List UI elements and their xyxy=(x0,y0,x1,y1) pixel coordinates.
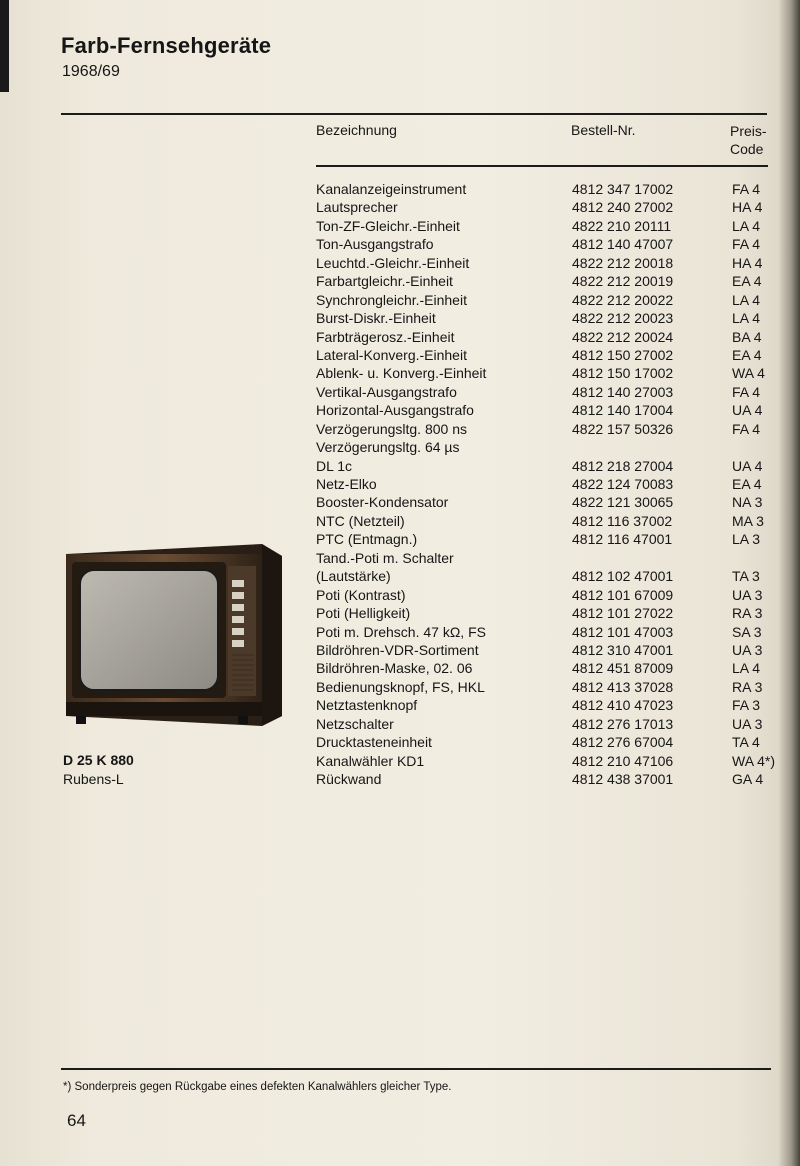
price-code: GA 4 xyxy=(732,771,764,787)
price-code: RA 3 xyxy=(732,605,763,622)
table-row xyxy=(316,364,796,382)
part-name: Leuchtd.-Gleichr.-Einheit xyxy=(316,254,470,271)
order-number: 4812 347 17002 xyxy=(572,181,674,197)
table-row xyxy=(316,217,796,235)
price-code: LA 4 xyxy=(732,217,761,234)
order-number: 4812 101 27022 xyxy=(572,605,674,622)
table-row xyxy=(316,752,796,770)
order-number: 4812 210 47106 xyxy=(572,752,674,769)
price-code: WA 4 xyxy=(732,365,765,382)
order-number: 4822 124 70083 xyxy=(572,476,674,492)
price-code: MA 3 xyxy=(732,512,764,529)
part-name: Ton-Ausgangstrafo xyxy=(316,236,434,253)
price-code: UA 4 xyxy=(732,402,763,419)
table-row xyxy=(316,457,796,475)
price-code: FA 4 xyxy=(732,236,761,253)
order-number: 4822 121 30065 xyxy=(572,494,674,511)
part-name: (Lautstärke) xyxy=(316,568,391,585)
table-row xyxy=(316,291,796,309)
part-name: PTC (Entmagn.) xyxy=(316,531,418,548)
part-name: Lateral-Konverg.-Einheit xyxy=(316,346,467,363)
order-number: 4812 140 17004 xyxy=(572,402,674,419)
order-number: 4822 210 20111 xyxy=(572,217,672,234)
table-row xyxy=(316,659,796,677)
table-row xyxy=(316,678,796,696)
column-header-price-code-line2: Code xyxy=(730,141,764,157)
part-name: NTC (Netzteil) xyxy=(316,512,405,529)
price-code: LA 4 xyxy=(732,291,761,308)
part-name: Verzögerungsltg. 64 µs xyxy=(316,439,460,456)
order-number: 4812 140 47007 xyxy=(572,236,674,253)
price-code: FA 4 xyxy=(732,383,761,400)
tv-set-icon xyxy=(62,540,284,730)
price-code: UA 4 xyxy=(732,457,763,474)
part-name: Ton-ZF-Gleichr.-Einheit xyxy=(316,217,460,234)
part-name: Drucktasteneinheit xyxy=(316,734,432,751)
price-code: EA 4 xyxy=(732,346,762,363)
table-row xyxy=(316,309,796,327)
table-row xyxy=(316,383,796,401)
order-number: 4812 413 37028 xyxy=(572,678,674,695)
order-number: 4822 212 20024 xyxy=(572,328,674,345)
table-row xyxy=(316,512,796,530)
part-name: Poti (Helligkeit) xyxy=(316,605,411,622)
table-row xyxy=(316,770,796,788)
table-row xyxy=(316,549,796,567)
order-number: 4822 212 20019 xyxy=(572,273,674,290)
table-row xyxy=(316,586,796,604)
price-code: WA 4*) xyxy=(732,752,776,769)
header-rule xyxy=(316,165,768,167)
table-row xyxy=(316,346,796,364)
part-name: Tand.-Poti m. Schalter xyxy=(316,549,454,566)
table-row xyxy=(316,530,796,548)
part-name: Vertikal-Ausgangstrafo xyxy=(316,383,457,400)
table-row xyxy=(316,254,796,272)
binding-edge xyxy=(0,0,9,92)
table-row xyxy=(316,623,796,641)
order-number: 4812 102 47001 xyxy=(572,568,674,585)
order-number: 4812 240 27002 xyxy=(572,199,674,216)
order-number: 4812 218 27004 xyxy=(572,457,674,474)
table-row xyxy=(316,604,796,622)
table-row xyxy=(316,401,796,419)
part-name: Booster-Kondensator xyxy=(316,494,449,511)
order-number: 4812 410 47023 xyxy=(572,697,674,714)
column-header-name: Bezeichnung xyxy=(316,122,397,138)
product-model: D 25 K 880 xyxy=(63,752,134,768)
price-code: HA 4 xyxy=(732,199,763,216)
page-edge-shadow xyxy=(778,0,800,1166)
price-code: HA 4 xyxy=(732,254,763,271)
order-number: 4812 451 87009 xyxy=(572,660,674,677)
table-row xyxy=(316,272,796,290)
part-name: Poti (Kontrast) xyxy=(316,586,406,603)
part-name: Poti m. Drehsch. 47 kΩ, FS xyxy=(316,623,486,640)
part-name: Rückwand xyxy=(316,771,382,787)
price-code: FA 3 xyxy=(732,697,761,714)
order-number: 4822 212 20018 xyxy=(572,254,674,271)
price-code: LA 4 xyxy=(732,660,761,677)
price-code: UA 3 xyxy=(732,715,763,732)
table-row xyxy=(316,493,796,511)
footer-rule xyxy=(61,1068,771,1070)
column-header-order-no: Bestell-Nr. xyxy=(571,122,636,138)
table-row xyxy=(316,438,796,456)
part-name: Netz-Elko xyxy=(316,476,377,492)
table-row xyxy=(316,235,796,253)
part-name: Burst-Diskr.-Einheit xyxy=(316,310,436,327)
price-code: TA 3 xyxy=(732,568,760,585)
part-name: Farbartgleichr.-Einheit xyxy=(316,273,453,290)
part-name: Netzschalter xyxy=(316,715,394,732)
price-code: SA 3 xyxy=(732,623,762,640)
price-code: NA 3 xyxy=(732,494,763,511)
column-header-price-code-line1: Preis- xyxy=(730,123,767,139)
price-code: UA 3 xyxy=(732,586,763,603)
order-number: 4812 438 37001 xyxy=(572,771,674,787)
table-row xyxy=(316,733,796,751)
price-code: UA 3 xyxy=(732,641,763,658)
order-number: 4812 276 17013 xyxy=(572,715,674,732)
part-name: DL 1c xyxy=(316,457,353,474)
part-name: Synchrongleichr.-Einheit xyxy=(316,291,467,308)
order-number: 4822 212 20022 xyxy=(572,291,674,308)
price-code: BA 4 xyxy=(732,328,762,345)
product-name: Rubens-L xyxy=(63,771,124,787)
table-row xyxy=(316,198,796,216)
order-number: 4812 116 37002 xyxy=(572,512,673,529)
price-code: FA 4 xyxy=(732,420,761,437)
price-code: TA 4 xyxy=(732,734,760,751)
table-row xyxy=(316,420,796,438)
part-name: Ablenk- u. Konverg.-Einheit xyxy=(316,365,487,382)
part-name: Farbträgerosz.-Einheit xyxy=(316,328,455,345)
price-code: FA 4 xyxy=(732,181,761,197)
page-title: Farb-Fernsehgeräte xyxy=(61,33,272,58)
price-code: RA 3 xyxy=(732,678,763,695)
table-row xyxy=(316,696,796,714)
page-number: 64 xyxy=(67,1111,86,1130)
order-number: 4812 310 47001 xyxy=(572,641,674,658)
order-number: 4822 157 50326 xyxy=(572,420,674,437)
top-rule xyxy=(61,113,767,115)
table-row xyxy=(316,180,796,198)
order-number: 4812 140 27003 xyxy=(572,383,674,400)
page-subtitle: 1968/69 xyxy=(62,63,120,80)
part-name: Lautsprecher xyxy=(316,199,398,216)
order-number: 4812 101 47003 xyxy=(572,623,674,640)
table-row xyxy=(316,328,796,346)
order-number: 4812 150 17002 xyxy=(572,365,674,382)
part-name: Kanalanzeigeinstrument xyxy=(316,181,467,197)
part-name: Bildröhren-VDR-Sortiment xyxy=(316,641,479,658)
order-number: 4812 116 47001 xyxy=(572,531,673,548)
price-code: LA 4 xyxy=(732,310,761,327)
part-name: Verzögerungsltg. 800 ns xyxy=(316,420,467,437)
table-row xyxy=(316,567,796,585)
part-name: Kanalwähler KD1 xyxy=(316,752,425,769)
price-code: LA 3 xyxy=(732,531,761,548)
part-name: Bedienungsknopf, FS, HKL xyxy=(316,678,485,695)
column-header-price-code xyxy=(730,122,767,158)
table-row xyxy=(316,715,796,733)
order-number: 4812 101 67009 xyxy=(572,586,674,603)
footnote: *) Sonderpreis gegen Rückgabe eines defekten Kanalwählers gleicher Type. xyxy=(63,1081,452,1093)
part-name: Bildröhren-Maske, 02. 06 xyxy=(316,660,473,677)
order-number: 4812 150 27002 xyxy=(572,346,674,363)
table-row xyxy=(316,641,796,659)
price-code: EA 4 xyxy=(732,476,762,492)
parts-table xyxy=(316,180,796,788)
order-number: 4822 212 20023 xyxy=(572,310,674,327)
price-code: EA 4 xyxy=(732,273,762,290)
order-number: 4812 276 67004 xyxy=(572,734,674,751)
table-row xyxy=(316,475,796,493)
part-name: Horizontal-Ausgangstrafo xyxy=(316,402,474,419)
part-name: Netztastenknopf xyxy=(316,697,418,714)
